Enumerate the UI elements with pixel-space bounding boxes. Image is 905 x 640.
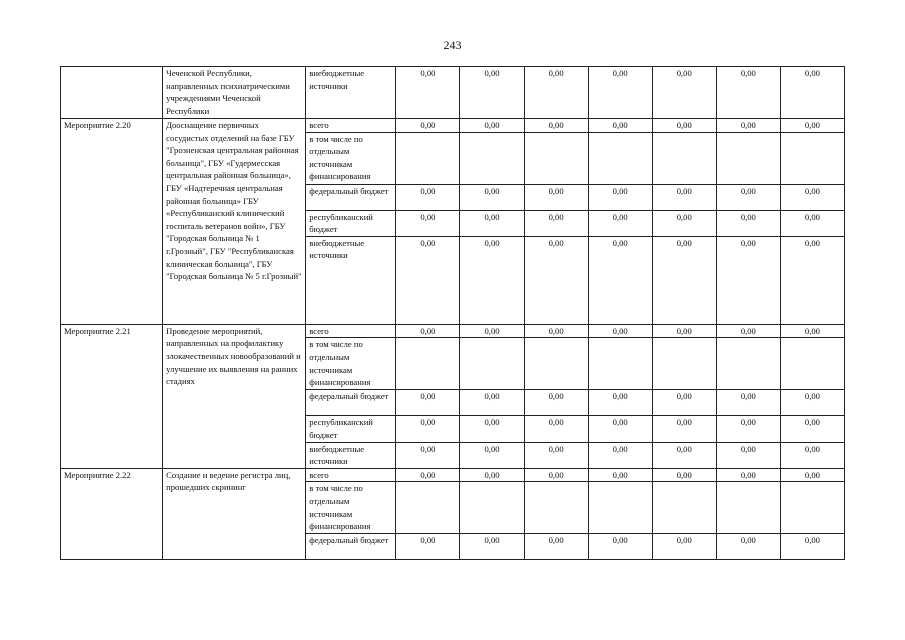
value-cell: 0,00 [716, 324, 780, 338]
value-cell: 0,00 [396, 534, 460, 560]
value-cell: 0,00 [396, 390, 460, 416]
value-cell: 0,00 [588, 416, 652, 442]
value-cell: 0,00 [460, 210, 524, 236]
table-row [61, 324, 845, 338]
value-cell: 0,00 [588, 324, 652, 338]
value-cell: 0,00 [460, 390, 524, 416]
value-cell: 0,00 [780, 67, 844, 119]
value-cell: 0,00 [716, 236, 780, 324]
value-cell: 0,00 [588, 468, 652, 482]
value-cell: 0,00 [780, 210, 844, 236]
value-cell [524, 132, 588, 184]
value-cell: 0,00 [524, 210, 588, 236]
value-cell: 0,00 [716, 416, 780, 442]
value-cell [588, 132, 652, 184]
value-cell: 0,00 [716, 184, 780, 210]
measure-name: Чеченской Республики, направленных психиатрическими учреждениями Чеченской Республики [163, 67, 306, 119]
value-cell: 0,00 [652, 210, 716, 236]
value-cell: 0,00 [396, 210, 460, 236]
value-cell: 0,00 [524, 184, 588, 210]
value-cell: 0,00 [588, 210, 652, 236]
value-cell: 0,00 [396, 119, 460, 133]
funding-source: республиканский бюджет [306, 416, 396, 442]
value-cell: 0,00 [780, 416, 844, 442]
value-cell: 0,00 [588, 534, 652, 560]
value-cell: 0,00 [652, 534, 716, 560]
value-cell: 0,00 [588, 184, 652, 210]
funding-source: республиканский бюджет [306, 210, 396, 236]
value-cell [396, 482, 460, 534]
value-cell: 0,00 [716, 119, 780, 133]
value-cell: 0,00 [524, 416, 588, 442]
value-cell [780, 482, 844, 534]
funding-source: в том числе по отдельным источникам финансирования [306, 482, 396, 534]
value-cell: 0,00 [396, 416, 460, 442]
funding-source: всего [306, 468, 396, 482]
value-cell: 0,00 [780, 119, 844, 133]
value-cell [460, 338, 524, 390]
value-cell: 0,00 [588, 442, 652, 468]
value-cell: 0,00 [588, 390, 652, 416]
funding-source: всего [306, 324, 396, 338]
value-cell: 0,00 [780, 390, 844, 416]
value-cell: 0,00 [780, 468, 844, 482]
value-cell: 0,00 [780, 324, 844, 338]
value-cell: 0,00 [524, 390, 588, 416]
value-cell [716, 482, 780, 534]
value-cell: 0,00 [524, 324, 588, 338]
value-cell: 0,00 [524, 119, 588, 133]
value-cell: 0,00 [716, 534, 780, 560]
funding-source: в том числе по отдельным источникам финансирования [306, 338, 396, 390]
value-cell: 0,00 [460, 534, 524, 560]
value-cell: 0,00 [460, 442, 524, 468]
funding-source: федеральный бюджет [306, 184, 396, 210]
value-cell: 0,00 [460, 416, 524, 442]
value-cell [652, 338, 716, 390]
value-cell: 0,00 [524, 236, 588, 324]
value-cell [524, 482, 588, 534]
measure-code [61, 67, 163, 119]
measure-code: Мероприятие 2.20 [61, 119, 163, 325]
funding-source: внебюджетные источники [306, 236, 396, 324]
funding-source: внебюджетные источники [306, 67, 396, 119]
value-cell: 0,00 [460, 184, 524, 210]
funding-source: федеральный бюджет [306, 534, 396, 560]
value-cell: 0,00 [460, 468, 524, 482]
funding-source: федеральный бюджет [306, 390, 396, 416]
value-cell: 0,00 [588, 119, 652, 133]
value-cell: 0,00 [652, 119, 716, 133]
table-row [61, 119, 845, 133]
value-cell [396, 338, 460, 390]
value-cell: 0,00 [588, 67, 652, 119]
value-cell [780, 132, 844, 184]
value-cell: 0,00 [396, 442, 460, 468]
value-cell: 0,00 [716, 442, 780, 468]
value-cell: 0,00 [588, 236, 652, 324]
value-cell: 0,00 [396, 184, 460, 210]
funding-source: внебюджетные источники [306, 442, 396, 468]
value-cell: 0,00 [652, 236, 716, 324]
value-cell: 0,00 [652, 390, 716, 416]
value-cell: 0,00 [396, 468, 460, 482]
value-cell: 0,00 [524, 67, 588, 119]
value-cell [460, 132, 524, 184]
funding-source: всего [306, 119, 396, 133]
value-cell: 0,00 [524, 442, 588, 468]
value-cell [716, 132, 780, 184]
measure-code: Мероприятие 2.21 [61, 324, 163, 468]
value-cell: 0,00 [396, 324, 460, 338]
value-cell [396, 132, 460, 184]
value-cell: 0,00 [396, 67, 460, 119]
value-cell [460, 482, 524, 534]
value-cell [716, 338, 780, 390]
measure-name: Дооснащение первичных сосудистых отделений на базе ГБУ "Грозненская центральная районная больница", ГБУ «Гудермесская центральная районная больница», ГБУ «Надтеречная центральная районная больница» ГБУ «Республиканский клинический госпиталь ветеранов войн», ГБУ "Городская больница № 1 г.Грозный", ГБУ "Республиканская клиническая больница", ГБУ "Городская больница № 5 г.Грозный" [163, 119, 306, 325]
page-number: 243 [443, 38, 462, 52]
value-cell: 0,00 [652, 416, 716, 442]
value-cell: 0,00 [652, 67, 716, 119]
table-body [61, 67, 845, 560]
value-cell: 0,00 [716, 210, 780, 236]
value-cell: 0,00 [524, 534, 588, 560]
value-cell: 0,00 [780, 442, 844, 468]
value-cell [652, 482, 716, 534]
measure-name: Проведение мероприятий, направленных на профилактику злокачественных новообразований и улучшение их выявления на ранних стадиях [163, 324, 306, 468]
measure-name: Создание и ведение регистра лиц, прошедших скрининг [163, 468, 306, 560]
value-cell: 0,00 [652, 442, 716, 468]
value-cell: 0,00 [652, 468, 716, 482]
value-cell: 0,00 [460, 119, 524, 133]
value-cell [780, 338, 844, 390]
value-cell: 0,00 [716, 468, 780, 482]
value-cell: 0,00 [780, 184, 844, 210]
value-cell: 0,00 [460, 324, 524, 338]
value-cell [652, 132, 716, 184]
value-cell: 0,00 [652, 184, 716, 210]
value-cell: 0,00 [780, 236, 844, 324]
table-row [61, 67, 845, 119]
value-cell [524, 338, 588, 390]
measure-code: Мероприятие 2.22 [61, 468, 163, 560]
value-cell [588, 338, 652, 390]
budget-table [60, 66, 845, 560]
value-cell: 0,00 [524, 468, 588, 482]
value-cell: 0,00 [460, 67, 524, 119]
value-cell: 0,00 [396, 236, 460, 324]
funding-source: в том числе по отдельным источникам финансирования [306, 132, 396, 184]
table-row [61, 468, 845, 482]
value-cell: 0,00 [716, 67, 780, 119]
value-cell: 0,00 [780, 534, 844, 560]
value-cell: 0,00 [716, 390, 780, 416]
value-cell: 0,00 [652, 324, 716, 338]
value-cell: 0,00 [460, 236, 524, 324]
value-cell [588, 482, 652, 534]
